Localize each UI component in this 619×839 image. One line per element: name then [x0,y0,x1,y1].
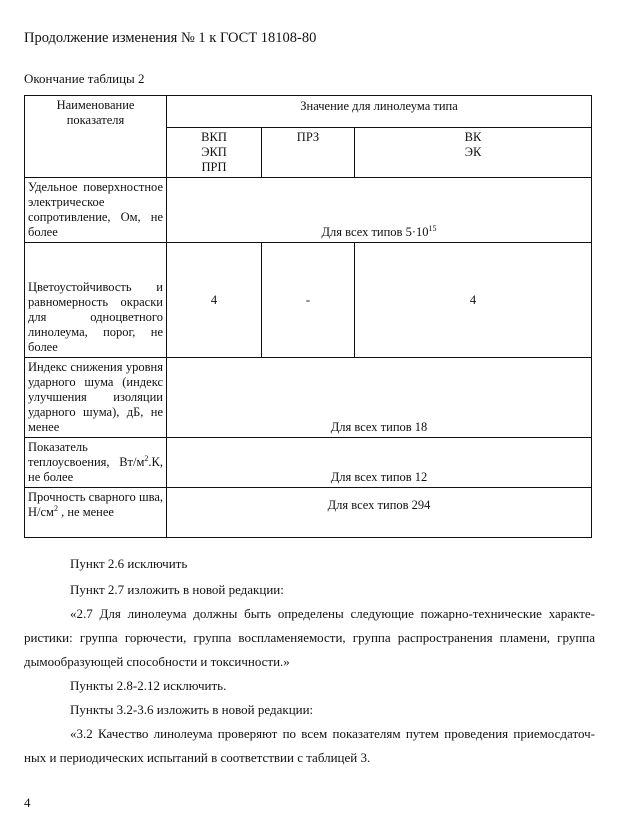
table-row [25,488,592,538]
table-row [25,358,592,438]
name-column-header: Наименование показателя [25,96,167,178]
row-value: Для всех типов 12 [167,438,592,488]
row-value: Для всех типов 18 [167,358,592,438]
row-name: Цветоустойчивость и равномерность окраски для одноцветного линолеума, порог, не более [25,243,167,358]
paragraph-line: «2.7 Для линолеума должны быть определены следующие пожарно-технические характе- [70,606,595,621]
paragraph: Пункты 2.8-2.12 исключить. [70,678,227,693]
table-row [25,178,592,243]
row-name: Индекс снижения уровня ударного шума (индекс улучшения изоляции ударного шума), дБ, не менее [25,358,167,438]
row-value-c: 4 [355,243,592,358]
table-row [25,438,592,488]
subheader-type-b: ПРЗ [262,128,355,178]
row-value: Для всех типов 294 [167,488,592,538]
row-name: Показатель теплоусвоения, $Вт/м^2.К$, не более [25,438,167,488]
properties-table [24,95,592,538]
row-value-b: - [262,243,355,358]
paragraph-line: «3.2 Качество линолеума проверяют по всем показателям путем проведения приемосдаточ- [70,726,595,741]
page-header: Продолжение изменения № 1 к ГОСТ 18108-80 [24,30,317,46]
paragraph-line: ристики: группа горючести, группа воспламеняемости, группа распространения пламени, группа [24,630,595,645]
paragraph: Пункты 3.2-3.6 изложить в новой редакции: [70,702,314,717]
table-header-row [25,96,592,128]
paragraph: Пункт 2.6 исключить [70,556,188,571]
row-value: Для всех типов $5\cdot 10^{15}$ [167,178,592,243]
row-name: Прочность сварного шва, $Н/см^2$ , не менее [25,488,167,538]
paragraph: Пункт 2.7 изложить в новой редакции: [70,582,284,597]
paragraph-line: дымообразующей способности и токсичности.» [24,654,290,669]
table-row [25,243,592,358]
subheader-type-a: ВКП ЭКП ПРП [167,128,262,178]
subheader-type-c: ВК ЭК [355,128,592,178]
table-caption: Окончание таблицы 2 [24,71,145,86]
value-column-header: Значение для линолеума типа [167,96,592,128]
paragraph-line: ных и периодических испытаний в соответствии с таблицей 3. [24,750,371,765]
page-number: 4 [24,795,31,810]
row-value-a: 4 [167,243,262,358]
row-name: Удельное поверхностное электрическое сопротивление, Ом, не более [25,178,167,243]
